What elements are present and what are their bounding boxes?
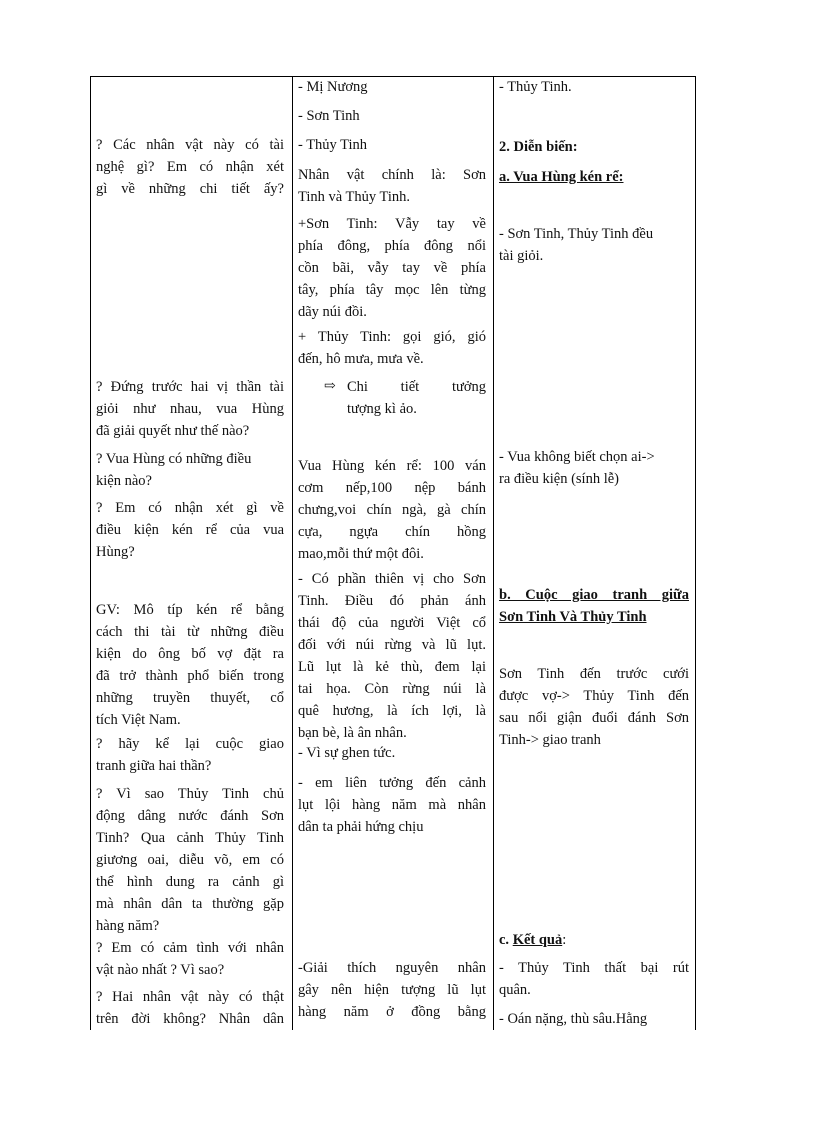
arrow-right-icon: ⇨	[324, 379, 336, 394]
answer-thuy-tinh: - Thủy Tinh	[298, 137, 368, 153]
question-opinion-conditions: ? Em có nhận xét gì về điều kiện kén rể của vua Hùng?	[96, 500, 284, 560]
question-real: ? Hai nhân vật này có thật trên đời không? Nhân dân	[96, 989, 284, 1027]
answer-son-tinh-power: +Sơn Tinh: Vẫy tay về phía đông, phía đông nổi cồn bãi, vẫy tay về phía tây, phía tây mọc lên từng dãy núi đồi.	[298, 216, 486, 320]
content-grudge: - Oán nặng, thù sâu.Hằng	[499, 1011, 648, 1027]
content-king-conditions: - Vua không biết chọn ai-> ra điều kiện (sính lễ)	[499, 449, 655, 487]
content-both-talented: - Sơn Tinh, Thủy Tinh đều tài giỏi.	[499, 226, 654, 264]
heading-choosing-groom: a. Vua Hùng kén rể:	[499, 169, 624, 185]
answer-thuy-tinh-power: + Thủy Tinh: gọi gió, gió đến, hô mưa, mưa về.	[298, 329, 486, 367]
heading-result: c. Kết quả:	[499, 932, 567, 948]
heading-battle: b. Cuộc giao tranh giữa Sơn Tinh Và Thủy Tinh	[499, 587, 689, 625]
content-battle: Sơn Tinh đến trước cưới được vợ-> Thủy Tinh đến sau nổi giận đuổi đánh Sơn Tinh-> giao tranh	[499, 666, 689, 748]
teacher-note: GV: Mô típ kén rể bằng cách thi tài từ những điều kiện do ông bố vợ đặt ra đã trở thành phổ biến trong những truyền thuyết, cổ tích Việt Nam.	[96, 602, 284, 728]
heading-development: 2. Diễn biến:	[499, 139, 578, 155]
column-divider-2	[493, 76, 494, 1030]
question-favorite: ? Em có cảm tình với nhân vật nào nhất ? Vì sao?	[96, 940, 284, 978]
answer-explanation: -Giải thích nguyên nhân gây nên hiện tượng lũ lụt hàng năm ở đồng bằng	[298, 960, 486, 1020]
answer-fantasy-detail: Chi tiết tưởng tượng kì ảo.	[347, 379, 486, 417]
question-retell: ? hãy kể lại cuộc giao tranh giữa hai thần?	[96, 736, 284, 774]
answer-flood: - em liên tưởng đến cảnh lụt lội hàng năm mà nhân dân ta phải hứng chịu	[298, 775, 486, 835]
content-thuy-tinh-defeat: - Thủy Tinh thất bại rút quân.	[499, 960, 689, 998]
question-king-solution: ? Đứng trước hai vị thần tài giỏi như nhau, vua Hùng đã giải quyết như thế nào?	[96, 379, 284, 439]
question-why-attack: ? Vì sao Thủy Tinh chủ động dâng nước đánh Sơn Tinh? Qua cảnh Thủy Tinh giương oai, diễu võ, em có thể hình dung ra cảnh gì mà nhân dân ta thường gặp hàng năm?	[96, 786, 284, 934]
content-thuy-tinh: - Thủy Tinh.	[499, 79, 572, 95]
answer-bias: - Có phần thiên vị cho Sơn Tinh. Điều đó phản ánh thái độ của người Việt cổ đối với núi rừng và lũ lụt. Lũ lụt là kẻ thù, đem lại tai họa. Còn rừng núi là quê hương, là ích lợi, là bạn bè, là ân nhân.	[298, 571, 486, 741]
answer-mi-nuong: - Mị Nương	[298, 79, 368, 95]
answer-main-characters: Nhân vật chính là: Sơn Tinh và Thủy Tinh.	[298, 167, 486, 205]
question-talents: ? Các nhân vật này có tài nghệ gì? Em có nhận xét gì về những chi tiết ấy?	[96, 137, 284, 197]
answer-son-tinh: - Sơn Tinh	[298, 108, 360, 124]
question-conditions: ? Vua Hùng có những điều kiện nào?	[96, 451, 252, 489]
answer-jealousy: - Vì sự ghen tức.	[298, 745, 396, 761]
answer-dowry: Vua Hùng kén rể: 100 ván cơm nếp,100 nệp bánh chưng,voi chín ngà, gà chín cựa, ngựa chín hồng mao,mỗi thứ một đôi.	[298, 458, 486, 562]
column-divider-1	[292, 76, 293, 1030]
